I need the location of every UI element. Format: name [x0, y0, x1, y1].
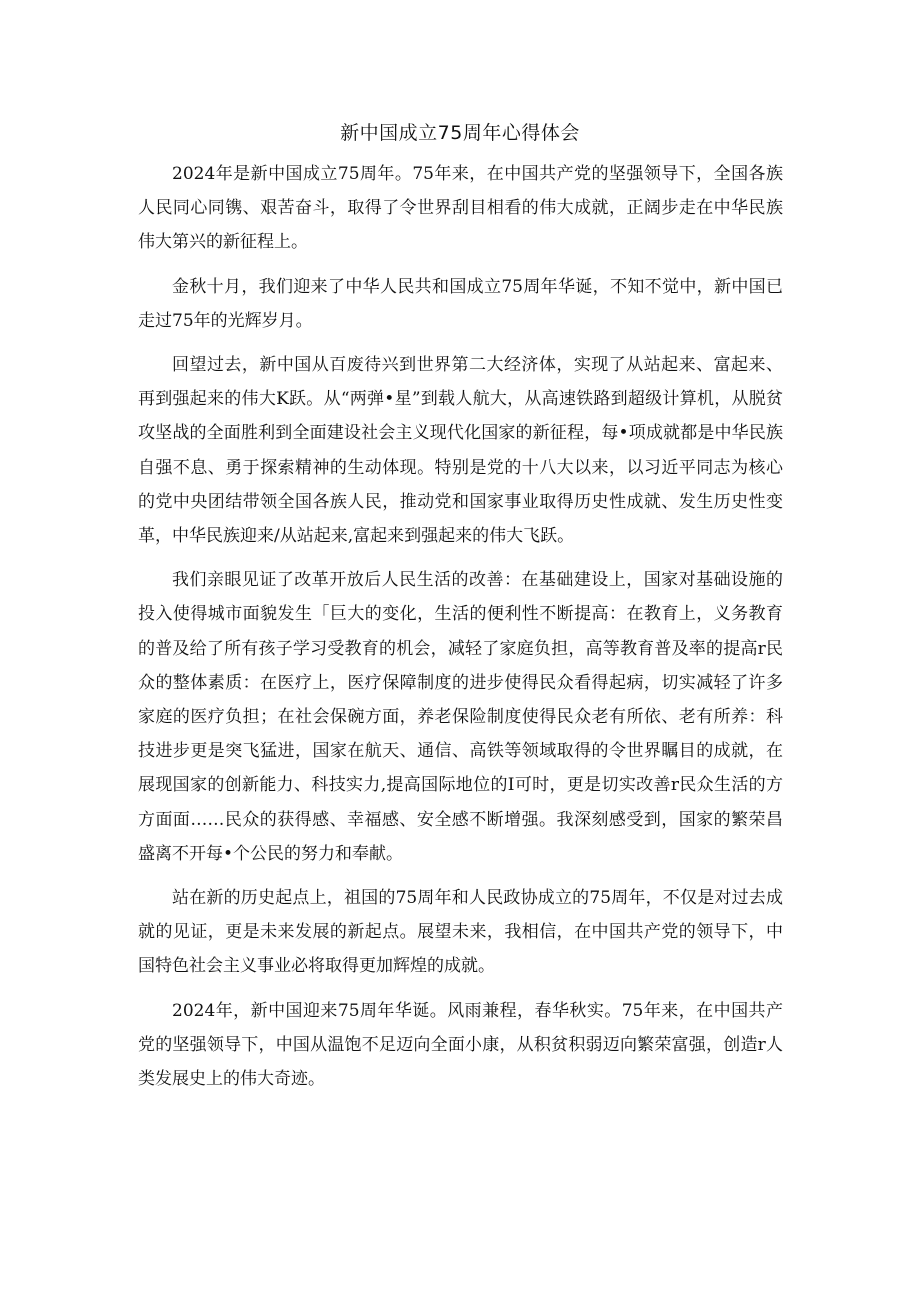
paragraph: 2024年，新中国迎来75周年华诞。风雨兼程，春华秋实。75年来，在中国共产党的坚强领导下，中国从温饱不足迈向全面小康，从积贫积弱迈向繁荣富强，创造r人类发展史上的伟大奇迹。: [138, 1000, 783, 1090]
document-title: 新中国成立75周年心得体会: [340, 122, 580, 144]
paragraph: 2024年是新中国成立75周年。75年来，在中国共产党的坚强领导下，全国各族人民同心同镌、艰苦奋斗，取得了令世界刮目相看的伟大成就，正阔步走在中华民族伟大第兴的新征程上。: [138, 164, 783, 253]
paragraph: 我们亲眼见证了改革开放后人民生活的改善：在基础建设上，国家对基础设施的投入使得城市面貌发生「巨大的变化，生活的便利性不断提高：在教育上，义务教育的普及给了所有孩子学习受教育的机会，减轻了家庭负担，高等教育普及率的提高r民众的整体素质：在医疗上，医疗保障制度的进步使得民众看得起病，切实减轻了许多家庭的医疗负担；在社会保碗方面，养老保险制度使得民众老有所依、老有所养：科技进步更是突飞猛进，国家在航天、通信、高铁等领域取得的令世界瞩目的成就，在展现国家的创新能力、科技实力,提高国际地位的I可时，更是切实改善r民众生活的方方面面……民众的获得感、幸福感、安全感不断增强。我深刻感受到，国家的繁荣昌盛离不开每•个公民的努力和奉献。: [138, 570, 783, 864]
paragraph: 回望过去，新中国从百废待兴到世界第二大经济体，实现了从站起来、富起来、再到强起来的伟大K跃。从“两弹•星”到载人航大，从高速铁路到超级计算机，从脱贫攻坚战的全面胜利到全面建设社会主义现代化国家的新征程，每•项成就都是中华民族自强不息、勇于探索精神的生动体现。特别是党的十八大以来，以习近平同志为核心的党中央团结带领全国各族人民，推动党和国家事业取得历史性成就、发生历史性变革，中华民族迎来/从站起来,富起来到强起来的伟大飞跃。: [138, 355, 783, 547]
document-body: [138, 157, 783, 1106]
paragraph: 金秋十月，我们迎来了中华人民共和国成立75周年华诞，不知不觉中，新中国已走过75年的光辉岁月。: [138, 276, 783, 331]
paragraph: 站在新的历史起点上，祖国的75周年和人民政协成立的75周年，不仅是对过去成就的见证，更是未来发展的新起点。展望未来，我相信，在中国共产党的领导下，中国特色社会主义事业必将取得更加辉煌的成就。: [138, 888, 783, 977]
